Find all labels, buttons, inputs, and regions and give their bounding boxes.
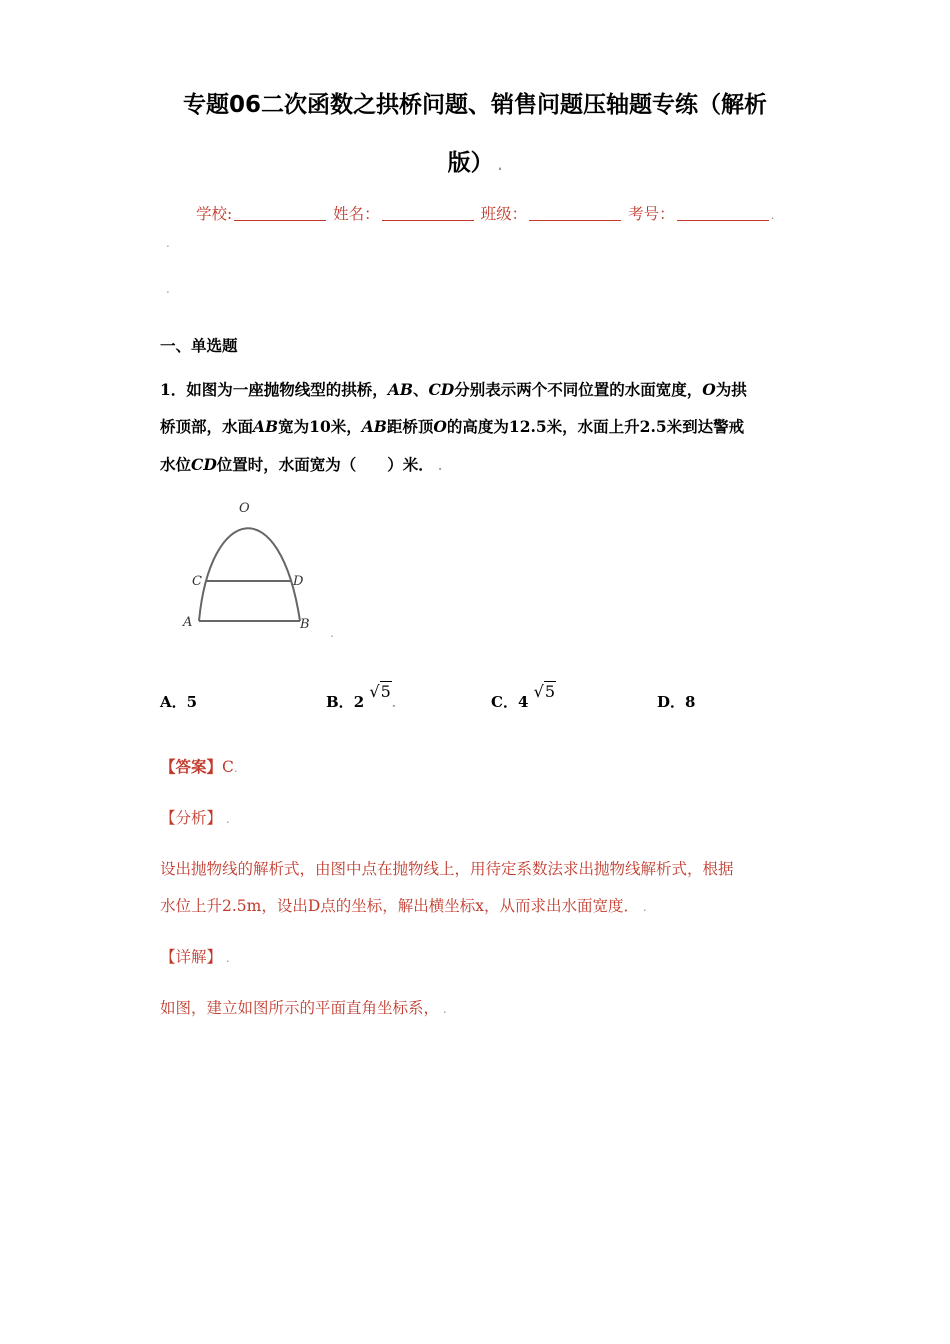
label-b: B <box>300 617 310 632</box>
student-info-line: 学校: 姓名： 班级： 考号： . <box>196 205 775 223</box>
answer-value: C <box>222 758 234 776</box>
school-label: 学校: <box>196 205 233 223</box>
detail-heading: 【详解】 . <box>160 948 230 966</box>
class-blank <box>529 205 621 221</box>
option-c: C．4 √5 <box>491 682 556 711</box>
paragraph-mark: . <box>330 626 334 640</box>
page-title-line2: 版） . <box>447 150 503 176</box>
option-d: D．8 <box>657 693 696 711</box>
question-line-3: 水位CD位置时，水面宽为（ ）米． . <box>160 455 443 474</box>
section-heading: 一、单选题 <box>160 336 238 355</box>
exam-no-label: 考号： <box>628 205 675 223</box>
label-a: A <box>183 615 193 630</box>
sqrt-symbol: √5 <box>533 682 556 701</box>
paragraph-mark: . <box>166 236 170 250</box>
detail-line-1: 如图，建立如图所示的平面直角坐标系， . <box>160 999 447 1017</box>
question-line-1: 1．如图为一座抛物线型的拱桥，AB、CD分别表示两个不同位置的水面宽度，O为拱 <box>160 380 747 399</box>
option-b: B．2 √5. <box>326 682 396 711</box>
question-line-2: 桥顶部，水面AB宽为10米，AB距桥顶O的高度为12.5米，水面上升2.5米到达警戒 <box>160 417 745 436</box>
sqrt-symbol: √5 <box>369 682 391 701</box>
answer-line: 【答案】C. <box>160 757 238 776</box>
paragraph-mark: . <box>166 282 170 296</box>
analysis-line-2: 水位上升2.5m，设出D点的坐标，解出横坐标x，从而求出水面宽度． . <box>160 897 647 915</box>
answer-label: 【答案】 <box>160 757 223 776</box>
arch-curve <box>199 528 300 621</box>
label-d: D <box>293 574 304 589</box>
class-label: 班级： <box>480 205 528 223</box>
school-blank <box>234 205 326 221</box>
bridge-arch-figure <box>170 495 350 640</box>
exam-no-blank <box>677 205 769 221</box>
label-o: O <box>239 501 250 516</box>
name-blank <box>382 205 474 221</box>
analysis-heading: 【分析】 . <box>160 809 230 827</box>
name-label: 姓名： <box>333 205 380 223</box>
page-title: 专题06二次函数之拱桥问题、销售问题压轴题专练（解析 <box>182 92 767 118</box>
analysis-line-1: 设出抛物线的解析式，由图中点在抛物线上，用待定系数法求出抛物线解析式，根据 <box>160 860 734 878</box>
label-c: C <box>192 574 202 589</box>
option-a: A．5 <box>160 693 198 711</box>
